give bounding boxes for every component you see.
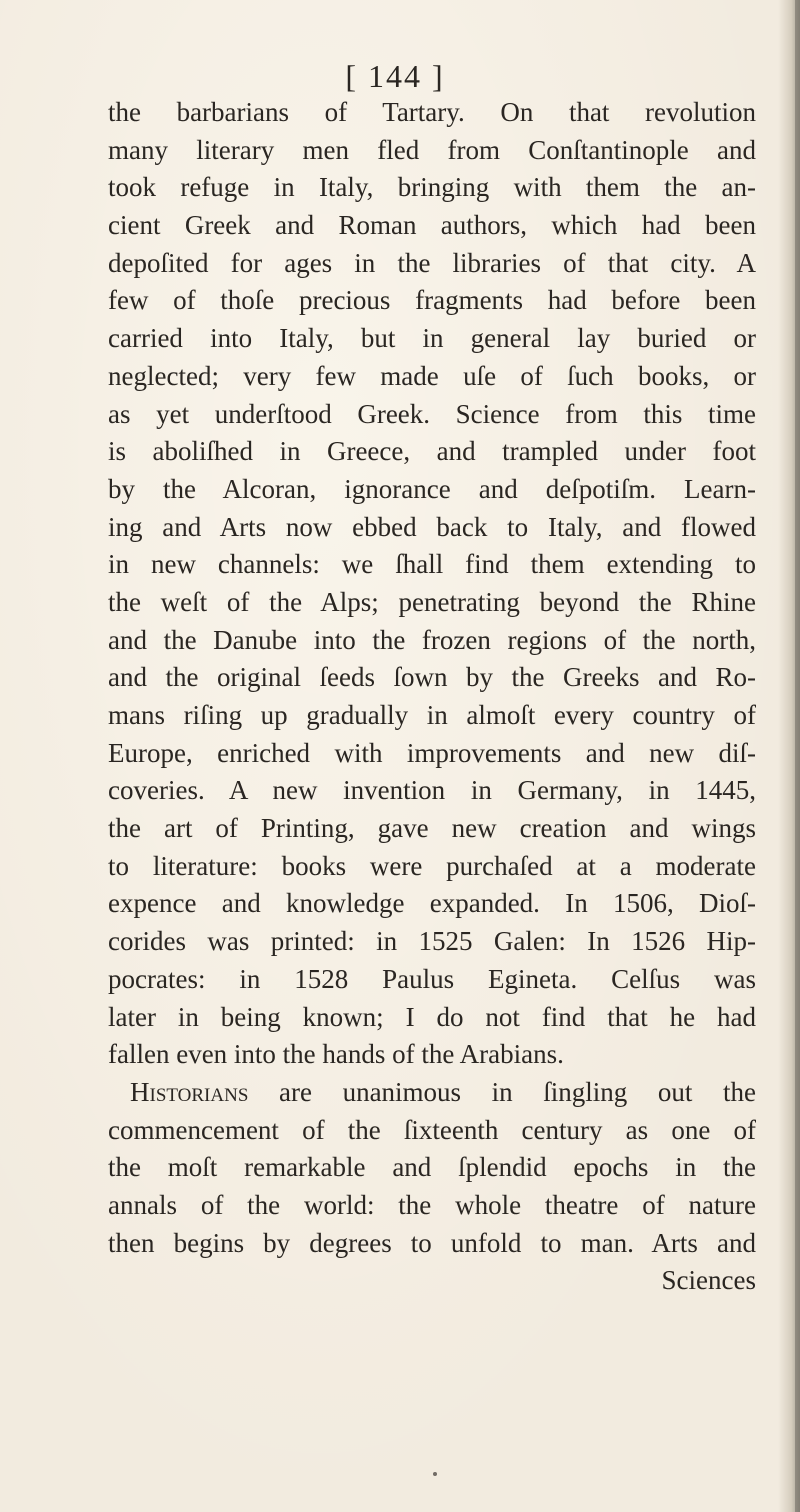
text-line: as yet underſtood Greek. Science from this time xyxy=(108,398,756,429)
text-line: carried into Italy, but in general lay buried or xyxy=(108,323,756,354)
text-line: neglected; very few made uſe of ſuch books, or xyxy=(108,360,756,391)
page-number-header: [ 144 ] xyxy=(345,58,445,94)
text-line: is aboliſhed in Greece, and trampled under foot xyxy=(108,436,756,467)
text-line: pocrates: in 1528 Paulus Egineta. Celſus was xyxy=(108,963,756,994)
text-line: expence and knowledge expanded. In 1506, Dioſ- xyxy=(108,888,756,919)
text-line: many literary men fled from Conſtantinople and xyxy=(108,134,756,165)
text-line: commencement of the ſixteenth century as one of xyxy=(108,1114,756,1145)
text-line: ing and Arts now ebbed back to Italy, and flowed xyxy=(108,511,756,542)
text-line: the art of Printing, gave new creation and wings xyxy=(108,813,756,844)
text-line: to literature: books were purchaſed at a moderate xyxy=(108,850,756,881)
text-line: the weſt of the Alps; penetrating beyond the Rhine xyxy=(108,586,756,617)
text-line: cient Greek and Roman authors, which had been xyxy=(108,210,756,241)
text-line: depoſited for ages in the libraries of that city. A xyxy=(108,247,756,278)
paragraph-first-word: Historians xyxy=(130,1076,249,1107)
text-line: annals of the world: the whole theatre of nature xyxy=(108,1189,756,1220)
text-line: coveries. A new invention in Germany, in 1445, xyxy=(108,775,756,806)
text-line: mans riſing up gradually in almoſt every country of xyxy=(108,700,756,730)
paragraph-opening-line xyxy=(108,1074,756,1112)
ink-speck xyxy=(433,1472,437,1476)
page-edge-strip xyxy=(795,0,800,1512)
text-line: by the Alcoran, ignorance and deſpotiſm. Learn- xyxy=(108,473,756,504)
text-line: and the Danube into the frozen regions of the north, xyxy=(108,624,756,655)
text-line: the barbarians of Tartary. On that revolution xyxy=(108,97,756,127)
body-text xyxy=(108,94,756,1300)
text-line: fallen even into the hands of the Arabians. xyxy=(108,1039,564,1070)
text-line: later in being known; I do not find that he had xyxy=(108,1001,756,1032)
text-line: took refuge in Italy, bringing with them the an- xyxy=(108,172,756,203)
text-line: then begins by degrees to unfold to man. Arts and xyxy=(108,1227,756,1258)
text-line: Europe, enriched with improvements and new diſ- xyxy=(108,737,756,768)
paragraph-first-line-rest: are unanimous in ſingling out the xyxy=(248,1076,756,1107)
text-line: the moſt remarkable and ſplendid epochs in the xyxy=(108,1152,756,1183)
catchword: Sciences xyxy=(661,1265,756,1296)
text-line: few of thoſe precious fragments had before been xyxy=(108,285,756,316)
text-line: and the original ſeeds ſown by the Greeks and Ro- xyxy=(108,662,756,693)
text-line: corides was printed: in 1525 Galen: In 1526 Hip- xyxy=(108,926,756,957)
text-line: in new channels: we ſhall find them extending to xyxy=(108,549,756,580)
